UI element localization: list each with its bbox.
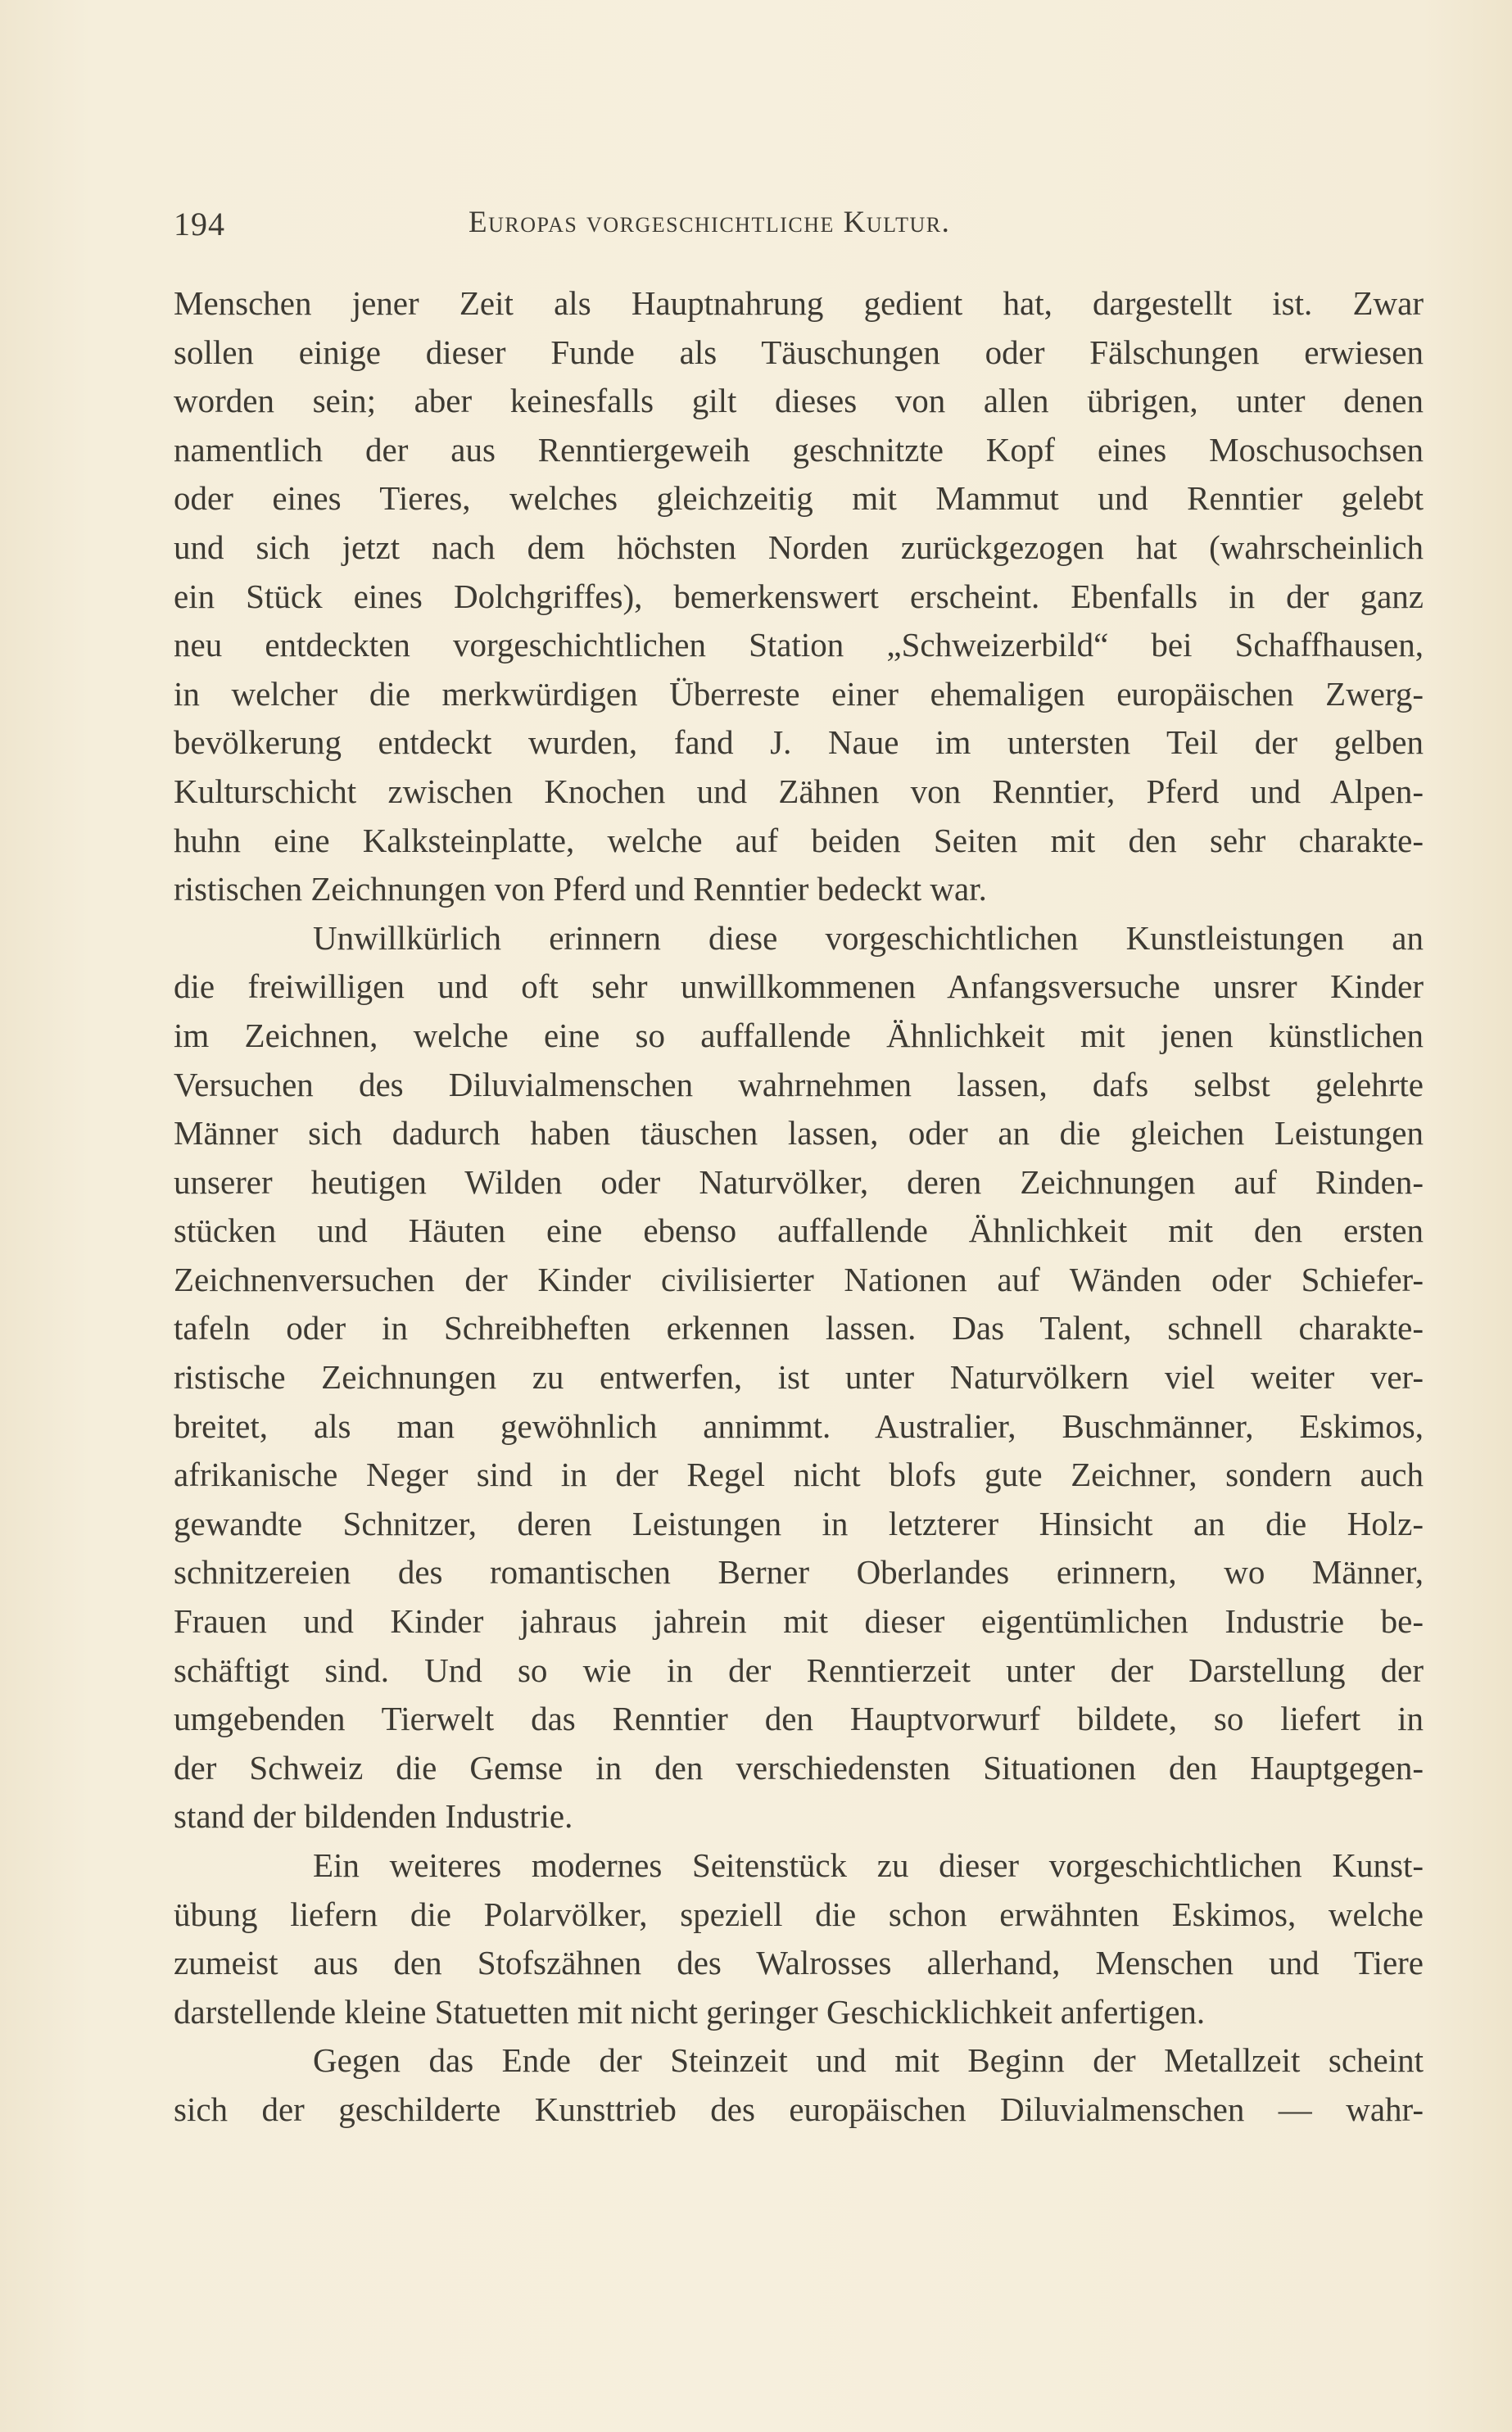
text-line: bevölkerung entdeckt wurden, fand J. Naue im untersten Teil der gelben [174,723,1424,762]
text-line: Zeichnenversuchen der Kinder civilisierter Nationen auf Wänden oder Schiefer- [174,1260,1424,1298]
text-line: zumeist aus den Stofszähnen des Walrosses allerhand, Menschen und Tiere [174,1944,1424,1982]
text-line: umgebenden Tierwelt das Renntier den Hauptvorwurf bildete, so liefert in [174,1700,1424,1738]
text-line: Unwillkürlich erinnern diese vorgeschichtlichen Kunstleistungen an [313,918,1424,957]
page-header [174,197,1451,254]
text-line: sollen einige dieser Funde als Täuschungen oder Fälschungen erwiesen [174,333,1424,371]
running-title: Europas vorgeschichtliche Kultur. [469,206,951,239]
text-line: Gegen das Ende der Steinzeit und mit Beginn der Metallzeit scheint [313,2041,1424,2080]
text-line: huhn eine Kalksteinplatte, welche auf beiden Seiten mit den sehr charakte- [174,821,1424,859]
text-line: darstellende kleine Statuetten mit nicht geringer Geschicklichkeit anfertigen. [174,1992,1206,2031]
text-line: der Schweiz die Gemse in den verschiedensten Situationen den Hauptgegen- [174,1748,1424,1787]
text-line: neu entdeckten vorgeschichtlichen Station „Schweizerbild“ bei Schaffhausen, [174,626,1424,664]
text-line: unserer heutigen Wilden oder Naturvölker, deren Zeichnungen auf Rinden- [174,1162,1424,1201]
text-line: sich der geschilderte Kunsttrieb des europäischen Diluvialmenschen — wahr- [174,2090,1424,2128]
page-number: 194 [174,206,225,242]
text-line: namentlich der aus Renntiergeweih geschnitzte Kopf eines Moschusochsen [174,430,1424,469]
text-line: Menschen jener Zeit als Hauptnahrung gedient hat, dargestellt ist. Zwar [174,284,1424,322]
text-line: Kulturschicht zwischen Knochen und Zähnen von Renntier, Pferd und Alpen- [174,772,1424,810]
text-line: schnitzereien des romantischen Berner Oberlandes erinnern, wo Männer, [174,1553,1424,1592]
text-line: ristischen Zeichnungen von Pferd und Renntier bedeckt war. [174,870,987,908]
text-line: oder eines Tieres, welches gleichzeitig mit Mammut und Renntier gelebt [174,479,1424,518]
text-line: breitet, als man gewöhnlich annimmt. Australier, Buschmänner, Eskimos, [174,1406,1424,1445]
text-line: übung liefern die Polarvölker, speziell die schon erwähnten Eskimos, welche [174,1895,1424,1933]
text-line: schäftigt sind. Und so wie in der Renntierzeit unter der Darstellung der [174,1651,1424,1689]
text-line: ristische Zeichnungen zu entwerfen, ist unter Naturvölkern viel weiter ver- [174,1358,1424,1397]
paragraph [174,914,1424,1841]
text-line: Frauen und Kinder jahraus jahrein mit dieser eigentümlichen Industrie be- [174,1602,1424,1641]
text-line: Ein weiteres modernes Seitenstück zu dieser vorgeschichtlichen Kunst- [313,1846,1424,1884]
text-line: und sich jetzt nach dem höchsten Norden zurückgezogen hat (wahrscheinlich [174,528,1424,566]
text-line: gewandte Schnitzer, deren Leistungen in letzterer Hinsicht an die Holz- [174,1504,1424,1542]
paragraph [174,279,1424,914]
text-line: Männer sich dadurch haben täuschen lassen, oder an die gleichen Leistungen [174,1114,1424,1153]
text-line: die freiwilligen und oft sehr unwillkommenen Anfangsversuche unsrer Kinder [174,967,1424,1006]
text-line: worden sein; aber keinesfalls gilt dieses von allen übrigen, unter denen [174,382,1424,420]
text-line: stand der bildenden Industrie. [174,1797,573,1836]
body-text [174,279,1424,2135]
text-line: stücken und Häuten eine ebenso auffallende Ähnlichkeit mit den ersten [174,1211,1424,1250]
paragraph [174,1841,1424,2036]
text-line: Versuchen des Diluvialmenschen wahrnehmen lassen, dafs selbst gelehrte [174,1065,1424,1103]
text-line: ein Stück eines Dolchgriffes), bemerkenswert erscheint. Ebenfalls in der ganz [174,577,1424,615]
text-line: afrikanische Neger sind in der Regel nicht blofs gute Zeichner, sondern auch [174,1456,1424,1494]
paragraph [174,2036,1424,2134]
text-line: im Zeichnen, welche eine so auffallende Ähnlichkeit mit jenen künstlichen [174,1016,1424,1054]
text-line: in welcher die merkwürdigen Überreste einer ehemaligen europäischen Zwerg- [174,674,1424,713]
text-line: tafeln oder in Schreibheften erkennen lassen. Das Talent, schnell charakte- [174,1309,1424,1347]
